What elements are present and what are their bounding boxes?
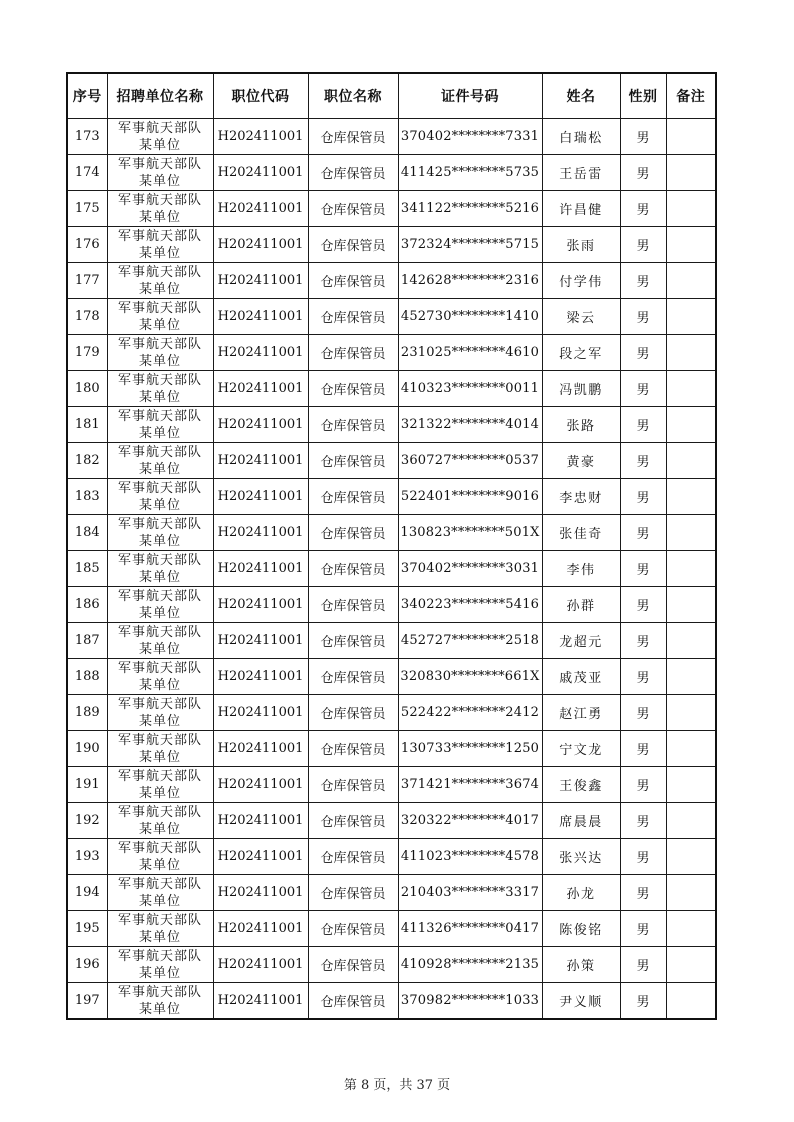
cell-gender: 男 <box>620 299 666 335</box>
table-row <box>67 839 716 875</box>
cell-code: H202411001 <box>213 803 308 839</box>
cell-name: 龙超元 <box>542 623 620 659</box>
cell-note <box>666 335 716 371</box>
cell-code: H202411001 <box>213 983 308 1020</box>
cell-unit <box>107 695 213 731</box>
unit-line: 某单位 <box>138 497 181 513</box>
cell-position: 仓库保管员 <box>308 119 398 155</box>
cell-code: H202411001 <box>213 119 308 155</box>
unit-line: 某单位 <box>138 893 181 909</box>
unit-line: 军事航天部队 <box>117 588 202 604</box>
cell-no: 187 <box>67 623 107 659</box>
cell-code: H202411001 <box>213 371 308 407</box>
cell-no: 190 <box>67 731 107 767</box>
unit-line: 某单位 <box>138 605 181 621</box>
unit-line: 某单位 <box>138 785 181 801</box>
cell-gender: 男 <box>620 227 666 263</box>
unit-line: 某单位 <box>138 533 181 549</box>
cell-name: 孙龙 <box>542 875 620 911</box>
unit-line: 某单位 <box>138 353 181 369</box>
cell-unit <box>107 263 213 299</box>
cell-position: 仓库保管员 <box>308 839 398 875</box>
cell-id: 370402********7331 <box>398 119 542 155</box>
cell-id: 321322********4014 <box>398 407 542 443</box>
cell-gender: 男 <box>620 119 666 155</box>
page-footer: 第 8 页，共 37 页 <box>343 1078 451 1093</box>
unit-line: 军事航天部队 <box>117 948 202 964</box>
unit-line: 某单位 <box>138 425 181 441</box>
cell-id: 411326********0417 <box>398 911 542 947</box>
cell-gender: 男 <box>620 551 666 587</box>
unit-line: 某单位 <box>138 929 181 945</box>
table-row <box>67 263 716 299</box>
cell-id: 360727********0537 <box>398 443 542 479</box>
cell-name: 黄豪 <box>542 443 620 479</box>
cell-unit <box>107 551 213 587</box>
cell-position: 仓库保管员 <box>308 659 398 695</box>
cell-position: 仓库保管员 <box>308 695 398 731</box>
cell-id: 341122********5216 <box>398 191 542 227</box>
table-row <box>67 119 716 155</box>
header-position: 职位名称 <box>308 73 398 119</box>
cell-note <box>666 947 716 983</box>
unit-line: 军事航天部队 <box>117 228 202 244</box>
cell-position: 仓库保管员 <box>308 803 398 839</box>
cell-position: 仓库保管员 <box>308 875 398 911</box>
cell-unit <box>107 515 213 551</box>
cell-code: H202411001 <box>213 407 308 443</box>
cell-note <box>666 263 716 299</box>
cell-name: 张路 <box>542 407 620 443</box>
unit-line: 军事航天部队 <box>117 156 202 172</box>
header-gender: 性别 <box>620 73 666 119</box>
unit-line: 军事航天部队 <box>117 768 202 784</box>
cell-note <box>666 587 716 623</box>
cell-no: 197 <box>67 983 107 1020</box>
cell-code: H202411001 <box>213 227 308 263</box>
unit-line: 军事航天部队 <box>117 516 202 532</box>
cell-no: 184 <box>67 515 107 551</box>
table-row <box>67 659 716 695</box>
cell-name: 席晨晨 <box>542 803 620 839</box>
table-row <box>67 587 716 623</box>
cell-position: 仓库保管员 <box>308 299 398 335</box>
table-header <box>67 73 716 119</box>
table-row <box>67 983 716 1020</box>
cell-note <box>666 227 716 263</box>
cell-unit <box>107 623 213 659</box>
cell-name: 冯凯鹏 <box>542 371 620 407</box>
cell-unit <box>107 947 213 983</box>
cell-unit <box>107 839 213 875</box>
unit-line: 军事航天部队 <box>117 444 202 460</box>
cell-position: 仓库保管员 <box>308 551 398 587</box>
cell-no: 193 <box>67 839 107 875</box>
cell-unit <box>107 911 213 947</box>
cell-name: 付学伟 <box>542 263 620 299</box>
cell-gender: 男 <box>620 371 666 407</box>
cell-code: H202411001 <box>213 155 308 191</box>
cell-id: 370402********3031 <box>398 551 542 587</box>
cell-note <box>666 623 716 659</box>
cell-gender: 男 <box>620 443 666 479</box>
cell-no: 192 <box>67 803 107 839</box>
unit-line: 军事航天部队 <box>117 660 202 676</box>
cell-unit <box>107 227 213 263</box>
unit-line: 军事航天部队 <box>117 192 202 208</box>
unit-line: 军事航天部队 <box>117 480 202 496</box>
cell-position: 仓库保管员 <box>308 983 398 1020</box>
cell-unit <box>107 155 213 191</box>
header-code: 职位代码 <box>213 73 308 119</box>
table-row <box>67 479 716 515</box>
cell-unit <box>107 371 213 407</box>
header-name: 姓名 <box>542 73 620 119</box>
cell-id: 371421********3674 <box>398 767 542 803</box>
table-row <box>67 371 716 407</box>
cell-code: H202411001 <box>213 191 308 227</box>
cell-no: 185 <box>67 551 107 587</box>
cell-no: 188 <box>67 659 107 695</box>
header-row <box>67 73 716 119</box>
cell-gender: 男 <box>620 839 666 875</box>
cell-no: 186 <box>67 587 107 623</box>
cell-position: 仓库保管员 <box>308 155 398 191</box>
cell-code: H202411001 <box>213 659 308 695</box>
cell-code: H202411001 <box>213 947 308 983</box>
cell-id: 452727********2518 <box>398 623 542 659</box>
cell-unit <box>107 299 213 335</box>
cell-gender: 男 <box>620 263 666 299</box>
cell-unit <box>107 659 213 695</box>
cell-position: 仓库保管员 <box>308 407 398 443</box>
cell-name: 孙群 <box>542 587 620 623</box>
table-row <box>67 443 716 479</box>
cell-id: 522401********9016 <box>398 479 542 515</box>
table-row <box>67 767 716 803</box>
cell-id: 130823********501X <box>398 515 542 551</box>
cell-note <box>666 443 716 479</box>
table-body <box>67 119 716 1020</box>
cell-gender: 男 <box>620 479 666 515</box>
cell-position: 仓库保管员 <box>308 443 398 479</box>
cell-code: H202411001 <box>213 839 308 875</box>
cell-position: 仓库保管员 <box>308 947 398 983</box>
unit-line: 某单位 <box>138 245 181 261</box>
unit-line: 某单位 <box>138 209 181 225</box>
unit-line: 军事航天部队 <box>117 120 202 136</box>
unit-line: 军事航天部队 <box>117 732 202 748</box>
unit-line: 军事航天部队 <box>117 984 202 1000</box>
cell-unit <box>107 983 213 1020</box>
unit-line: 军事航天部队 <box>117 264 202 280</box>
table-row <box>67 191 716 227</box>
cell-note <box>666 191 716 227</box>
cell-name: 梁云 <box>542 299 620 335</box>
cell-no: 173 <box>67 119 107 155</box>
cell-name: 段之军 <box>542 335 620 371</box>
cell-name: 李伟 <box>542 551 620 587</box>
cell-name: 戚茂亚 <box>542 659 620 695</box>
cell-position: 仓库保管员 <box>308 371 398 407</box>
cell-name: 尹义顺 <box>542 983 620 1020</box>
cell-gender: 男 <box>620 191 666 227</box>
unit-line: 军事航天部队 <box>117 552 202 568</box>
header-no: 序号 <box>67 73 107 119</box>
cell-id: 340223********5416 <box>398 587 542 623</box>
cell-code: H202411001 <box>213 623 308 659</box>
cell-id: 522422********2412 <box>398 695 542 731</box>
cell-note <box>666 479 716 515</box>
unit-line: 某单位 <box>138 857 181 873</box>
unit-line: 某单位 <box>138 821 181 837</box>
cell-note <box>666 371 716 407</box>
cell-note <box>666 551 716 587</box>
unit-line: 某单位 <box>138 569 181 585</box>
unit-line: 某单位 <box>138 389 181 405</box>
unit-line: 某单位 <box>138 281 181 297</box>
cell-name: 张雨 <box>542 227 620 263</box>
cell-id: 210403********3317 <box>398 875 542 911</box>
cell-gender: 男 <box>620 407 666 443</box>
table-row <box>67 227 716 263</box>
table-row <box>67 299 716 335</box>
cell-name: 陈俊铭 <box>542 911 620 947</box>
cell-id: 142628********2316 <box>398 263 542 299</box>
unit-line: 军事航天部队 <box>117 804 202 820</box>
header-note: 备注 <box>666 73 716 119</box>
cell-name: 张兴达 <box>542 839 620 875</box>
cell-name: 孙策 <box>542 947 620 983</box>
cell-gender: 男 <box>620 983 666 1020</box>
cell-note <box>666 659 716 695</box>
cell-note <box>666 803 716 839</box>
unit-line: 军事航天部队 <box>117 624 202 640</box>
cell-note <box>666 695 716 731</box>
table-row <box>67 551 716 587</box>
cell-id: 411425********5735 <box>398 155 542 191</box>
cell-id: 410323********0011 <box>398 371 542 407</box>
cell-code: H202411001 <box>213 335 308 371</box>
table-row <box>67 335 716 371</box>
cell-position: 仓库保管员 <box>308 515 398 551</box>
cell-code: H202411001 <box>213 911 308 947</box>
unit-line: 军事航天部队 <box>117 372 202 388</box>
cell-no: 180 <box>67 371 107 407</box>
cell-id: 320322********4017 <box>398 803 542 839</box>
cell-no: 178 <box>67 299 107 335</box>
cell-id: 231025********4610 <box>398 335 542 371</box>
cell-name: 白瑞松 <box>542 119 620 155</box>
cell-note <box>666 875 716 911</box>
unit-line: 军事航天部队 <box>117 912 202 928</box>
candidate-table <box>66 72 717 1020</box>
cell-id: 411023********4578 <box>398 839 542 875</box>
cell-position: 仓库保管员 <box>308 227 398 263</box>
table-row <box>67 623 716 659</box>
cell-position: 仓库保管员 <box>308 479 398 515</box>
unit-line: 军事航天部队 <box>117 696 202 712</box>
cell-note <box>666 119 716 155</box>
cell-id: 130733********1250 <box>398 731 542 767</box>
cell-no: 189 <box>67 695 107 731</box>
cell-note <box>666 155 716 191</box>
cell-name: 宁文龙 <box>542 731 620 767</box>
cell-id: 372324********5715 <box>398 227 542 263</box>
cell-unit <box>107 479 213 515</box>
cell-unit <box>107 335 213 371</box>
table-row <box>67 731 716 767</box>
cell-name: 王岳雷 <box>542 155 620 191</box>
unit-line: 某单位 <box>138 137 181 153</box>
cell-note <box>666 299 716 335</box>
cell-gender: 男 <box>620 695 666 731</box>
cell-note <box>666 839 716 875</box>
cell-code: H202411001 <box>213 875 308 911</box>
cell-gender: 男 <box>620 911 666 947</box>
cell-no: 177 <box>67 263 107 299</box>
cell-position: 仓库保管员 <box>308 335 398 371</box>
cell-id: 370982********1033 <box>398 983 542 1020</box>
cell-name: 王俊鑫 <box>542 767 620 803</box>
cell-code: H202411001 <box>213 587 308 623</box>
cell-no: 175 <box>67 191 107 227</box>
cell-no: 195 <box>67 911 107 947</box>
cell-unit <box>107 587 213 623</box>
cell-note <box>666 983 716 1020</box>
cell-position: 仓库保管员 <box>308 191 398 227</box>
table-row <box>67 407 716 443</box>
cell-code: H202411001 <box>213 299 308 335</box>
cell-unit <box>107 119 213 155</box>
cell-note <box>666 407 716 443</box>
cell-no: 196 <box>67 947 107 983</box>
unit-line: 军事航天部队 <box>117 840 202 856</box>
cell-no: 176 <box>67 227 107 263</box>
cell-note <box>666 731 716 767</box>
cell-unit <box>107 191 213 227</box>
cell-code: H202411001 <box>213 515 308 551</box>
table-row <box>67 695 716 731</box>
cell-gender: 男 <box>620 803 666 839</box>
cell-gender: 男 <box>620 659 666 695</box>
cell-code: H202411001 <box>213 731 308 767</box>
cell-gender: 男 <box>620 731 666 767</box>
unit-line: 某单位 <box>138 677 181 693</box>
cell-id: 320830********661X <box>398 659 542 695</box>
unit-line: 某单位 <box>138 965 181 981</box>
unit-line: 某单位 <box>138 461 181 477</box>
cell-gender: 男 <box>620 587 666 623</box>
cell-name: 赵江勇 <box>542 695 620 731</box>
cell-gender: 男 <box>620 515 666 551</box>
unit-line: 某单位 <box>138 641 181 657</box>
cell-gender: 男 <box>620 947 666 983</box>
cell-no: 174 <box>67 155 107 191</box>
cell-note <box>666 767 716 803</box>
header-unit: 招聘单位名称 <box>107 73 213 119</box>
table-row <box>67 875 716 911</box>
cell-gender: 男 <box>620 767 666 803</box>
unit-line: 某单位 <box>138 1001 181 1017</box>
cell-no: 182 <box>67 443 107 479</box>
unit-line: 某单位 <box>138 749 181 765</box>
cell-id: 452730********1410 <box>398 299 542 335</box>
cell-code: H202411001 <box>213 551 308 587</box>
unit-line: 军事航天部队 <box>117 408 202 424</box>
cell-id: 410928********2135 <box>398 947 542 983</box>
cell-gender: 男 <box>620 335 666 371</box>
unit-line: 军事航天部队 <box>117 300 202 316</box>
cell-code: H202411001 <box>213 263 308 299</box>
cell-gender: 男 <box>620 623 666 659</box>
cell-no: 183 <box>67 479 107 515</box>
table-row <box>67 515 716 551</box>
cell-code: H202411001 <box>213 479 308 515</box>
cell-position: 仓库保管员 <box>308 587 398 623</box>
cell-name: 许昌健 <box>542 191 620 227</box>
unit-line: 军事航天部队 <box>117 876 202 892</box>
table-row <box>67 155 716 191</box>
table-row <box>67 911 716 947</box>
unit-line: 某单位 <box>138 713 181 729</box>
cell-note <box>666 515 716 551</box>
table-row <box>67 803 716 839</box>
unit-line: 某单位 <box>138 173 181 189</box>
cell-note <box>666 911 716 947</box>
cell-position: 仓库保管员 <box>308 731 398 767</box>
cell-unit <box>107 731 213 767</box>
cell-name: 李忠财 <box>542 479 620 515</box>
cell-no: 194 <box>67 875 107 911</box>
cell-name: 张佳奇 <box>542 515 620 551</box>
cell-unit <box>107 767 213 803</box>
unit-line: 某单位 <box>138 317 181 333</box>
cell-unit <box>107 803 213 839</box>
cell-unit <box>107 407 213 443</box>
table-row <box>67 947 716 983</box>
cell-position: 仓库保管员 <box>308 767 398 803</box>
header-id: 证件号码 <box>398 73 542 119</box>
cell-unit <box>107 443 213 479</box>
cell-position: 仓库保管员 <box>308 911 398 947</box>
cell-gender: 男 <box>620 875 666 911</box>
cell-code: H202411001 <box>213 695 308 731</box>
cell-code: H202411001 <box>213 767 308 803</box>
cell-no: 191 <box>67 767 107 803</box>
cell-no: 179 <box>67 335 107 371</box>
cell-position: 仓库保管员 <box>308 623 398 659</box>
cell-gender: 男 <box>620 155 666 191</box>
cell-unit <box>107 875 213 911</box>
unit-line: 军事航天部队 <box>117 336 202 352</box>
cell-no: 181 <box>67 407 107 443</box>
cell-code: H202411001 <box>213 443 308 479</box>
cell-position: 仓库保管员 <box>308 263 398 299</box>
